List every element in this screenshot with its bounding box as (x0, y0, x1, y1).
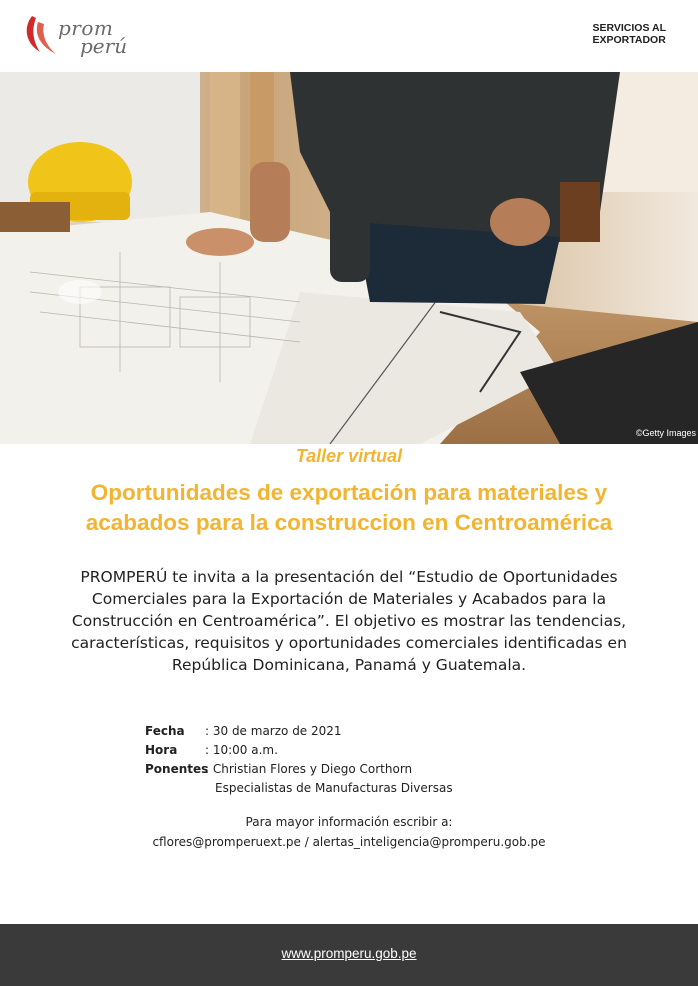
construction-photo (0, 72, 698, 444)
event-subtitle: Taller virtual (295, 446, 403, 466)
contact-info (0, 812, 698, 852)
services-line-1: SERVICIOS AL (592, 22, 666, 34)
event-title (30, 478, 668, 538)
ponentes-row (145, 760, 453, 779)
promperu-logo[interactable] (22, 12, 132, 60)
services-line-2: EXPORTADOR (592, 34, 666, 46)
hora-label: Hora (145, 743, 178, 757)
ponentes-value: : Christian Flores y Diego Corthorn (205, 762, 413, 776)
contact-emails[interactable]: cflores@promperuext.pe / alertas_inteligencia@promperu.gob.pe (152, 835, 546, 849)
photo-credit: ©Getty Images (635, 428, 696, 438)
fecha-value: : 30 de marzo de 2021 (205, 724, 342, 738)
logo-text-prom: prom (58, 16, 114, 40)
fecha-row (145, 722, 453, 741)
hero-image (0, 72, 698, 444)
event-details (145, 722, 453, 798)
event-intro: PROMPERÚ te invita a la presentación del “Estudio de Oportunidades Comerciales para la Exportación de Materiales y Acabados para la Construcción en Centroamérica”. El objetivo es mostrar las tendencias, características, requisitos y oportunidades comerciales identificadas en República Dominicana, Panamá y Guatemala. (71, 568, 627, 674)
services-label (592, 22, 666, 46)
event-title-line-1: Oportunidades de exportación para materiales y (90, 480, 608, 505)
hora-row (145, 741, 453, 760)
contact-line-1: Para mayor información escribir a: (245, 815, 453, 829)
website-link[interactable]: www.promperu.gob.pe (281, 946, 417, 961)
hora-value: : 10:00 a.m. (205, 743, 278, 757)
footer (0, 924, 698, 986)
ponentes-role: Especialistas de Manufacturas Diversas (215, 781, 453, 795)
ponentes-label: Ponentes (145, 762, 209, 776)
logo-text-peru: perú (80, 34, 128, 58)
header (0, 0, 698, 72)
event-title-line-2: acabados para la construccion en Centroamérica (85, 510, 613, 535)
fecha-label: Fecha (145, 724, 185, 738)
